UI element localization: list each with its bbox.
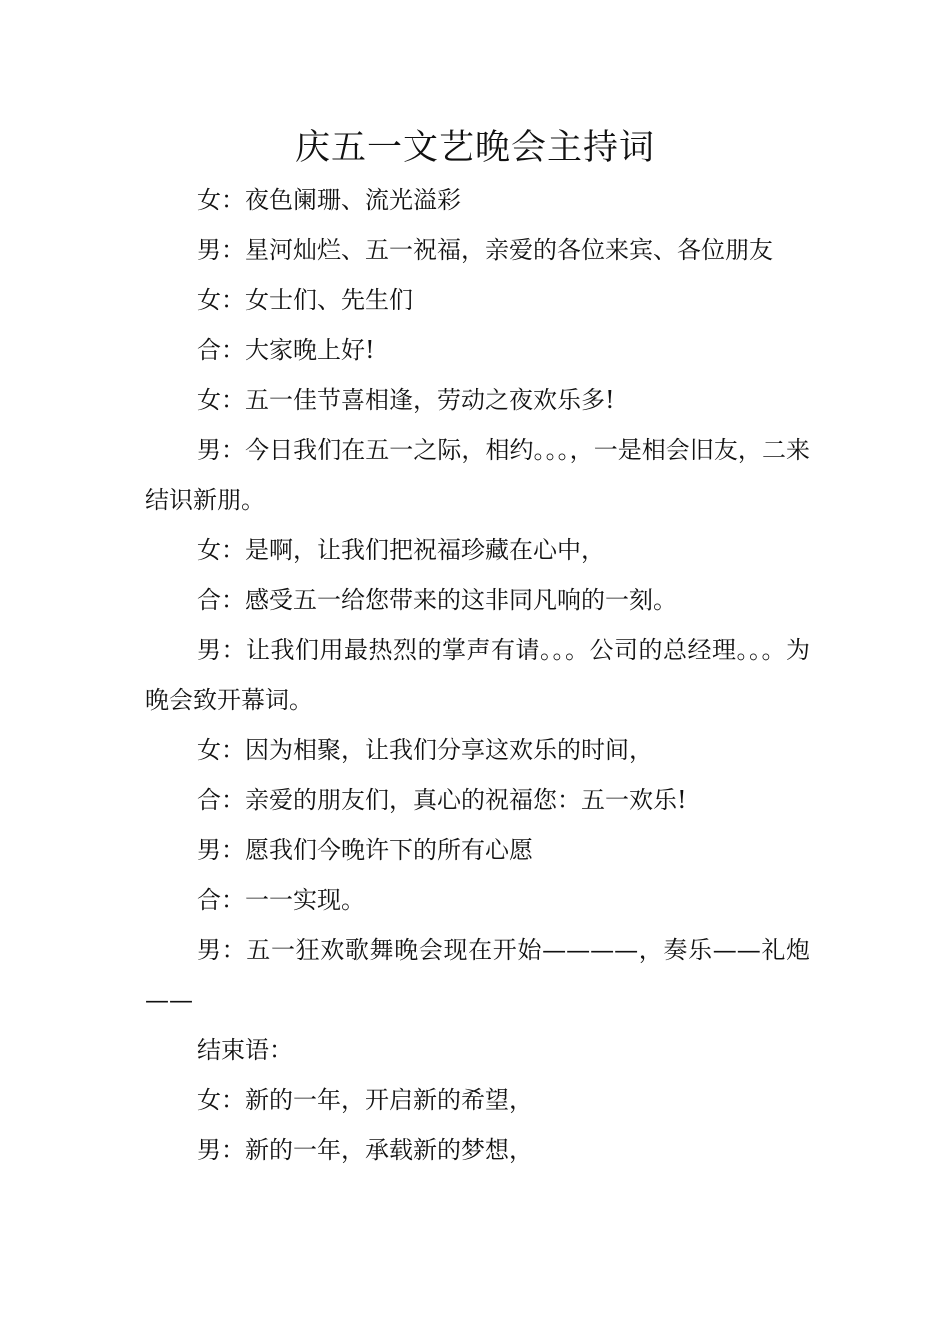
document-title: 庆五一文艺晚会主持词 xyxy=(294,128,655,168)
paragraph: 男：五一狂欢歌舞晚会现在开始————，奏乐——礼炮—— xyxy=(145,936,810,1014)
paragraph: 合：一一实现。 xyxy=(197,886,365,914)
paragraph: 女：夜色阑珊、流光溢彩 xyxy=(197,186,461,214)
paragraph: 女：是啊，让我们把祝福珍藏在心中， xyxy=(197,536,605,564)
paragraph: 男：让我们用最热烈的掌声有请。。。公司的总经理。。。为晚会致开幕词。 xyxy=(145,636,810,714)
document-body xyxy=(145,175,810,1175)
paragraph: 男：今日我们在五一之际，相约。。。，一是相会旧友，二来结识新朋。 xyxy=(145,436,810,514)
paragraph: 男：愿我们今晚许下的所有心愿 xyxy=(197,836,533,864)
paragraph: 女：因为相聚，让我们分享这欢乐的时间， xyxy=(197,736,653,764)
paragraph: 合：感受五一给您带来的这非同凡响的一刻。 xyxy=(197,586,677,614)
paragraph: 女：五一佳节喜相逢，劳动之夜欢乐多! xyxy=(197,386,615,414)
paragraph: 结束语： xyxy=(197,1036,293,1064)
paragraph: 合：大家晚上好! xyxy=(197,336,375,364)
paragraph: 男：星河灿烂、五一祝福，亲爱的各位来宾、各位朋友 xyxy=(197,236,773,264)
paragraph: 男：新的一年，承载新的梦想， xyxy=(197,1136,533,1164)
paragraph: 合：亲爱的朋友们，真心的祝福您：五一欢乐! xyxy=(197,786,687,814)
paragraph: 女：新的一年，开启新的希望， xyxy=(197,1086,533,1114)
paragraph: 女：女士们、先生们 xyxy=(197,286,413,314)
